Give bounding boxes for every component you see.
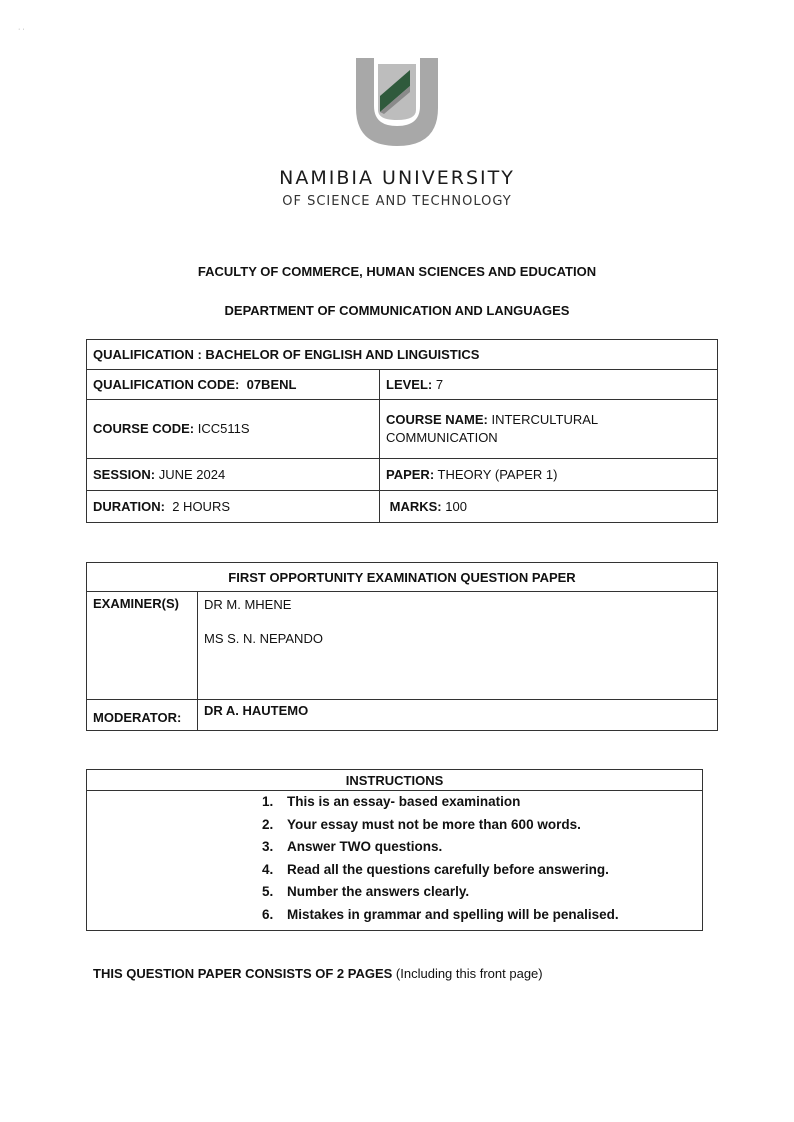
qualification-label: QUALIFICATION : BACHELOR OF ENGLISH AND LINGUISTICS (93, 346, 480, 362)
instructions-title: INSTRUCTIONS (345, 772, 444, 788)
instruction-text: Read all the questions carefully before answering. (287, 861, 609, 877)
marks-cell (380, 491, 718, 523)
examiners-list-cell (198, 592, 718, 700)
instruction-item (87, 859, 702, 882)
course-name-line-1: INTERCULTURAL (491, 412, 599, 427)
instruction-item (87, 814, 702, 837)
qualification-code-label: QUALIFICATION CODE: (93, 376, 240, 392)
instruction-item (87, 791, 702, 814)
qualification-code-value: 07BENL (246, 376, 297, 392)
instruction-text: Number the answers clearly. (287, 884, 470, 899)
instructions-list (87, 791, 702, 926)
paper-cell (380, 459, 718, 491)
course-code-label: COURSE CODE: (93, 421, 195, 436)
course-code-cell (87, 400, 380, 459)
duration-value: 2 HOURS (172, 498, 231, 514)
instruction-number: 3. (262, 839, 274, 854)
instruction-text: This is an essay- based examination (287, 794, 521, 809)
university-name: NAMIBIA UNIVERSITY (279, 167, 515, 189)
moderator-label: MODERATOR: (93, 710, 182, 725)
instruction-number: 6. (262, 906, 274, 922)
faculty-heading: FACULTY OF COMMERCE, HUMAN SCIENCES AND EDUCATION (197, 264, 597, 279)
examiners-label: EXAMINER(S) (93, 596, 179, 611)
instructions-title-cell (87, 770, 703, 791)
instruction-text: Answer TWO questions. (287, 839, 443, 854)
instruction-text: Mistakes in grammar and spelling will be penalised. (287, 906, 619, 922)
examiner-1: DR M. MHENE (204, 597, 292, 612)
exam-title: FIRST OPPORTUNITY EXAMINATION QUESTION PAPER (228, 569, 576, 585)
instruction-item (87, 904, 702, 927)
examiner-2: MS S. N. NEPANDO (204, 631, 323, 646)
instruction-number: 4. (262, 861, 274, 877)
exam-title-cell (87, 563, 718, 592)
course-code-value: ICC511S (197, 421, 250, 436)
marks-value: 100 (445, 498, 467, 514)
level-value: 7 (435, 376, 444, 392)
session-label: SESSION: (93, 466, 156, 482)
session-cell (87, 459, 380, 491)
moderator-value: DR A. HAUTEMO (204, 703, 309, 718)
moderator-cell (198, 700, 718, 731)
examiners-table (86, 562, 718, 731)
course-name-cell (380, 400, 718, 459)
instruction-number: 5. (262, 884, 274, 899)
paper-label: PAPER: (386, 466, 435, 482)
instruction-item (87, 881, 702, 904)
qualification-code-cell (87, 370, 380, 400)
course-details-table (86, 339, 718, 523)
instructions-list-cell (87, 791, 703, 931)
level-label: LEVEL: (386, 376, 433, 392)
university-logo (352, 52, 442, 148)
duration-label: DURATION: (93, 498, 165, 514)
page-count-note-text: (Including this front page) (395, 966, 543, 981)
course-name-label: COURSE NAME: (386, 412, 488, 427)
session-value: JUNE 2024 (158, 466, 226, 482)
instruction-text: Your essay must not be more than 600 words. (287, 816, 581, 832)
marks-label: MARKS: (389, 498, 442, 514)
scan-specks: · · (18, 26, 25, 33)
department-heading: DEPARTMENT OF COMMUNICATION AND LANGUAGES (224, 303, 570, 318)
instructions-table (86, 769, 703, 931)
instruction-number: 2. (262, 816, 274, 832)
examiners-label-cell (87, 592, 198, 700)
duration-cell (87, 491, 380, 523)
moderator-label-cell (87, 700, 198, 731)
instruction-item (87, 836, 702, 859)
page-count-note (93, 966, 543, 981)
paper-value: THEORY (PAPER 1) (437, 466, 558, 482)
page-count-bold: THIS QUESTION PAPER CONSISTS OF 2 PAGES (93, 966, 393, 981)
instruction-number: 1. (262, 794, 274, 809)
qualification-cell (87, 340, 718, 370)
level-cell (380, 370, 718, 400)
course-name-line-2: COMMUNICATION (386, 430, 498, 445)
university-subtitle: OF SCIENCE AND TECHNOLOGY (282, 194, 512, 209)
